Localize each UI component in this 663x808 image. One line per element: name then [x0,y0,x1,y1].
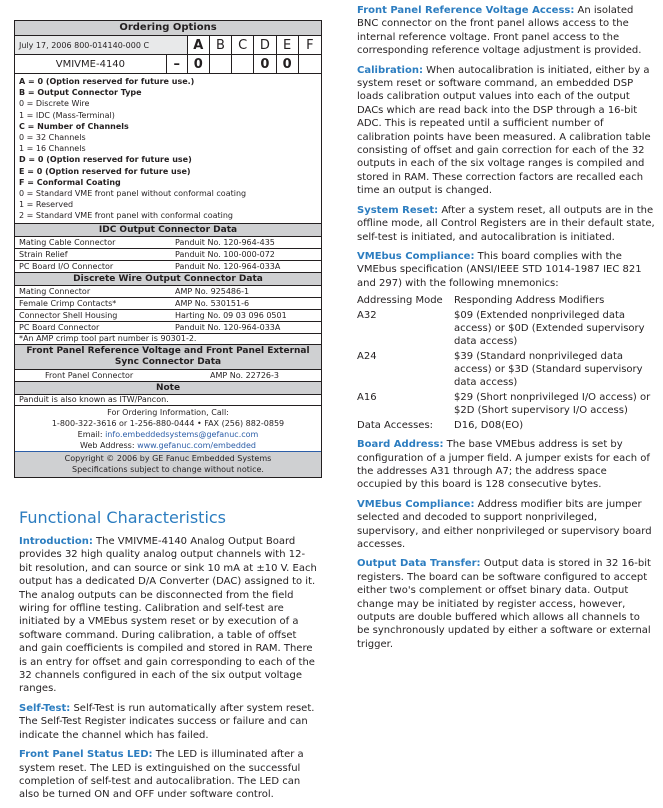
value-c [232,55,254,73]
option-line: B = Output Connector Type [19,88,142,98]
row-value: AMP No. 22726-3 [210,370,279,380]
option-line: 2 = Standard VME front panel with conformal coating [19,211,234,221]
copyright-line: Copyright © 2006 by GE Fanuc Embedded Systems [64,453,272,463]
discrete-connector-heading: Discrete Wire Output Connector Data [15,273,321,286]
paragraph-body: After a system reset, all outputs are in the offline mode, all Control Registers are in their default state, self-test is initiated, and autocalibration is initiated. [357,204,655,243]
row-value: AMP No. 925486-1 [175,286,250,296]
row-value: Panduit No. 120-964-435 [175,237,275,247]
address-modifiers: $09 (Extended nonprivileged data access) or $0D (Extended supervisory data access) [454,310,645,348]
letter-row [15,36,321,55]
system-reset-paragraph [357,204,655,244]
option-line: A = 0 (Option reserved for future use.) [19,77,195,86]
paragraph-body: Address modifier bits are jumper selected and decoded to support nonprivileged, supervisory, and either nonprivileged or supervisory board accesses. [357,498,652,550]
model-dash: – [166,55,188,73]
table-row [15,261,321,273]
letter-d: D [254,36,276,54]
paragraph-body: When autocalibration is initiated, either by a system reset or software command, an embedded DSP loads calibration output values into each of the output DACs which are read back into the DSP through a 16-bit ADC. This is repeated until a sufficient number of calibration points have been measured. A calibration table consisting of offset and gain correction for each of the 32 outputs in each of the six voltage ranges is compiled and stored in RAM. These correction factors are recalled each time an output is changed. [357,64,651,197]
introduction-paragraph [19,535,317,696]
addressing-mode: A16 [357,392,377,404]
letter-f: F [299,36,321,54]
note-text: Panduit is also known as ITW/Pancon. [15,395,321,406]
output-data-transfer-paragraph [357,557,655,651]
letter-a: A [188,36,210,54]
doc-line: July 17, 2006 800-014140-000 C [15,36,188,54]
option-line: 1 = Reserved [19,200,74,210]
row-key: Strain Relief [19,249,68,259]
table-row [357,391,655,417]
option-line: 1 = IDC (Mass-Terminal) [19,110,115,120]
web-label: Web Address: [80,440,138,450]
ordering-options-title: Ordering Options [15,21,321,36]
paragraph-body: This board complies with the VMEbus specification (ANSI/IEEE STD 1014-1987 IEC 821 and 297) with the following mnemonics: [357,250,642,289]
board-address-paragraph [357,438,655,492]
web-link[interactable]: www.gefanuc.com/embedded [137,440,256,450]
value-b [210,55,232,73]
addressing-mode: Data Accesses: [357,420,434,432]
contact-phone: 1-800-322-3616 or 1-256-880-0444 • FAX (256) 882-0859 [51,418,285,428]
reference-voltage-paragraph [357,4,655,58]
address-modifiers: $39 (Standard nonprivileged data access) or $3D (Standard supervisory data access) [454,351,643,389]
paragraph-body: The LED is illuminated after a system reset. The LED is extinguished on the successful completion of self-test and autocalibration. The LED can also be turned ON and OFF under software control. [19,749,304,801]
table-row [15,298,321,310]
row-value: Harting No. 09 03 096 0501 [175,310,287,320]
address-modifiers: Responding Address Modifiers [454,295,605,307]
contact-web-line [15,440,321,451]
value-d: 0 [254,55,276,73]
row-key: Connector Shell Housing [19,310,118,320]
paragraph-heading: Board Address: [357,439,444,451]
contact-info [15,406,321,451]
table-row [357,309,655,348]
right-column [357,4,655,657]
paragraph-heading: Calibration: [357,64,423,76]
table-row [15,310,321,322]
row-value: AMP No. 530151-6 [175,298,250,308]
letter-c: C [232,36,254,54]
letter-e: E [277,36,299,54]
vmebus-compliance-modifier-paragraph [357,498,655,552]
option-line: 0 = Discrete Wire [19,99,90,109]
front-panel-connector-heading: Front Panel Reference Voltage and Front Panel External Sync Connector Data [15,345,321,370]
contact-line-1: For Ordering Information, Call: [107,407,229,417]
paragraph-body: Output data is stored in 32 16-bit registers. The board can be software configured to accept either two's complement or offset binary data. Output change may be initiated by register access, however, outputs are double buffered which allows all channels to be synchronously updated by either a software or external trigger. [357,558,651,650]
paragraph-heading: Self-Test: [19,702,71,714]
row-value: Panduit No. 100-000-072 [175,249,275,259]
value-f [299,55,321,73]
paragraph-heading: Output Data Transfer: [357,558,481,570]
address-modifiers: $29 (Short nonprivileged I/O access) or $2D (Short supervisory I/O access) [454,392,651,417]
table-row [15,249,321,261]
paragraph-heading: Front Panel Reference Voltage Access: [357,5,575,16]
section-title: Functional Characteristics [19,508,227,527]
table-row [15,286,321,298]
table-row [15,322,321,334]
paragraph-body: The VMIVME-4140 Analog Output Board provides 32 high quality analog output channels with 12-bit resolution, and can source or sink 10 mA at ±10 V. Each output has a dedicated D/A Converter (DAC) assigned to it. The analog outputs can be disconnected from the field wiring for offline testing. Calibration and self-test are initiated by a VMEbus system reset or by execution of a software command. During calibration, a table of offset and gain coefficients is compiled and stored in RAM. There is an entry for offset and gain corresponding to each of the 32 channels configured in each of the six output voltage ranges. [19,536,317,695]
model-number: VMIVME-4140 [55,59,126,70]
address-modifier-table [357,294,655,432]
copyright-block [15,451,321,477]
row-key: PC Board Connector [19,322,100,332]
amp-crimp-note: *An AMP crimp tool part number is 90301-2. [15,334,321,345]
table-row [357,294,655,307]
row-value: Panduit No. 120-964-033A [175,322,281,332]
table-row [15,370,321,382]
value-e: 0 [277,55,299,73]
paragraph-body: Self-Test is run automatically after system reset. The Self-Test Register indicates success or failure and can indicate the channel which has failed. [19,702,315,741]
status-led-paragraph [19,748,317,802]
option-list [15,74,321,224]
paragraph-heading: Introduction: [19,536,93,547]
paragraph-heading: Front Panel Status LED: [19,749,153,761]
option-line: C = Number of Channels [19,121,129,131]
option-line: F = Conformal Coating [19,177,121,187]
letter-b: B [210,36,232,54]
email-link[interactable]: info.embeddedsystems@gefanuc.com [105,429,259,439]
paragraph-body: The base VMEbus address is set by configuration of a jumper field. A jumper exists for each of the addresses A31 through A7; the address space occupied by this board is 128 consecutive bytes. [357,439,650,491]
email-label: Email: [77,429,106,439]
table-row [357,350,655,389]
calibration-paragraph [357,64,655,198]
self-test-paragraph [19,702,317,742]
option-line: D = 0 (Option reserved for future use) [19,155,192,165]
row-key: PC Board I/O Connector [19,261,114,271]
option-line: 0 = 32 Channels [19,133,86,143]
disclaimer-line: Specifications subject to change without notice. [72,464,264,474]
addressing-mode: Addressing Mode [357,295,443,307]
addressing-mode: A24 [357,351,377,363]
note-heading: Note [15,382,321,395]
address-modifiers: D16, D08(EO) [454,420,524,432]
ordering-options-table [14,20,322,478]
paragraph-body: An isolated BNC connector on the front panel allows access to the internal reference voltage. Front panel access to the corresponding reference voltage adjustment is provided. [357,5,642,57]
row-key: Front Panel Connector [45,370,134,380]
table-row [357,419,655,432]
option-line: 1 = 16 Channels [19,144,86,154]
row-key: Female Crimp Contacts* [19,298,117,308]
row-value: Panduit No. 120-964-033A [175,261,281,271]
vmebus-compliance-paragraph [357,250,655,290]
idc-connector-heading: IDC Output Connector Data [15,224,321,237]
table-row [15,237,321,249]
option-line: E = 0 (Option reserved for future use) [19,166,191,176]
addressing-mode: A32 [357,310,377,322]
functional-characteristics-section [19,508,317,808]
row-key: Mating Connector [19,286,91,296]
option-line: 0 = Standard VME front panel without conformal coating [19,189,247,199]
value-a: 0 [188,55,210,73]
paragraph-heading: VMEbus Compliance: [357,250,475,262]
row-key: Mating Cable Connector [19,237,116,247]
model-row [15,55,321,74]
paragraph-heading: System Reset: [357,204,439,216]
paragraph-heading: VMEbus Compliance: [357,498,475,510]
contact-email-line [15,429,321,440]
